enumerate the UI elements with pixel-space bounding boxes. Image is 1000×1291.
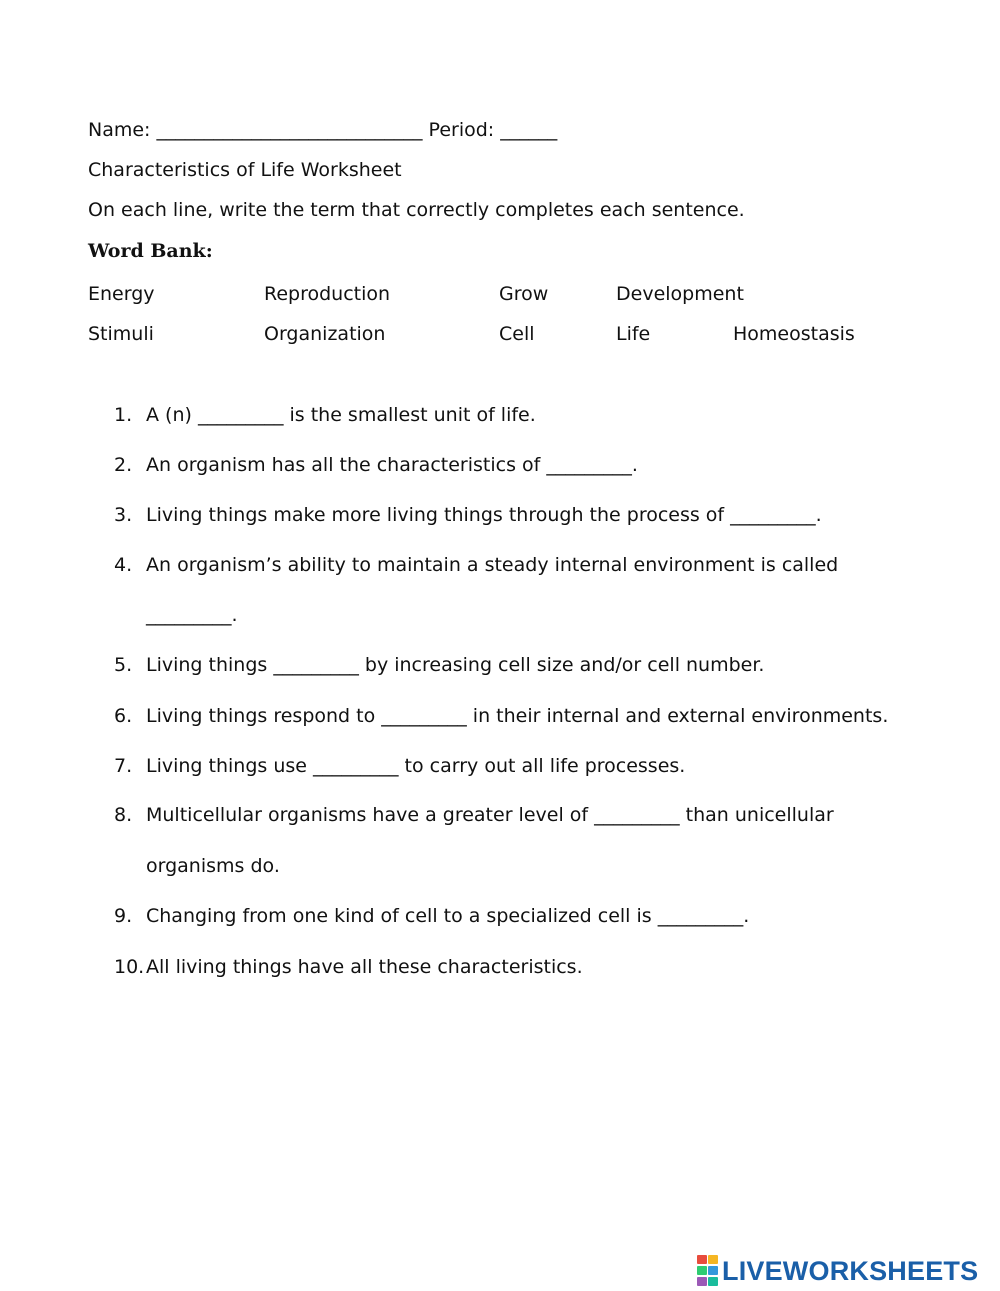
logo-blocks-icon <box>697 1255 718 1287</box>
question-item <box>114 403 536 427</box>
question-item <box>114 553 838 577</box>
question-text: Living things use _________ to carry out all life processes. <box>146 755 686 777</box>
question-text: All living things have all these characteristics. <box>146 956 583 978</box>
question-item <box>114 653 764 677</box>
question-number: 4. <box>114 554 133 576</box>
question-item <box>114 453 638 477</box>
question-text: Multicellular organisms have a greater level of _________ than unicellular <box>146 804 834 826</box>
question-item <box>114 803 834 827</box>
question-item <box>114 704 888 728</box>
question-item <box>114 955 583 979</box>
question-number: 2. <box>114 454 133 476</box>
question-continuation: _________. <box>146 604 238 626</box>
question-number: 1. <box>114 404 133 426</box>
question-text: Living things respond to _________ in their internal and external environments. <box>146 705 889 727</box>
question-item <box>114 754 685 778</box>
word-bank-development: Development <box>616 283 744 305</box>
question-item <box>114 503 822 527</box>
question-text: Living things make more living things through the process of _________. <box>146 504 822 526</box>
word-bank-life: Life <box>616 323 651 345</box>
question-number: 8. <box>114 804 133 826</box>
question-number: 3. <box>114 504 133 526</box>
word-bank-cell: Cell <box>499 323 535 345</box>
question-number: 6. <box>114 705 133 727</box>
question-text: Changing from one kind of cell to a specialized cell is _________. <box>146 905 750 927</box>
name-period-line: Name: ____________________________ Period: ______ <box>88 119 558 141</box>
question-number: 10. <box>114 956 145 978</box>
question-text: A (n) _________ is the smallest unit of life. <box>146 404 536 426</box>
question-continuation: organisms do. <box>146 855 280 877</box>
worksheet-title: Characteristics of Life Worksheet <box>88 159 402 181</box>
word-bank-title: Word Bank: <box>88 240 213 262</box>
question-number: 9. <box>114 905 133 927</box>
word-bank-energy: Energy <box>88 283 155 305</box>
logo-text: LIVEWORKSHEETS <box>722 1255 979 1286</box>
question-number: 7. <box>114 755 133 777</box>
liveworksheets-logo <box>697 1256 978 1286</box>
question-item <box>114 904 749 928</box>
question-number: 5. <box>114 654 133 676</box>
word-bank-organization: Organization <box>264 323 386 345</box>
word-bank-reproduction: Reproduction <box>264 283 391 305</box>
word-bank-stimuli: Stimuli <box>88 323 154 345</box>
word-bank-grow: Grow <box>499 283 549 305</box>
question-text: Living things _________ by increasing cell size and/or cell number. <box>146 654 765 676</box>
question-text: An organism has all the characteristics of _________. <box>146 454 638 476</box>
word-bank-homeostasis: Homeostasis <box>733 323 855 345</box>
instructions: On each line, write the term that correctly completes each sentence. <box>88 199 745 221</box>
question-text: An organism’s ability to maintain a steady internal environment is called <box>146 554 839 576</box>
